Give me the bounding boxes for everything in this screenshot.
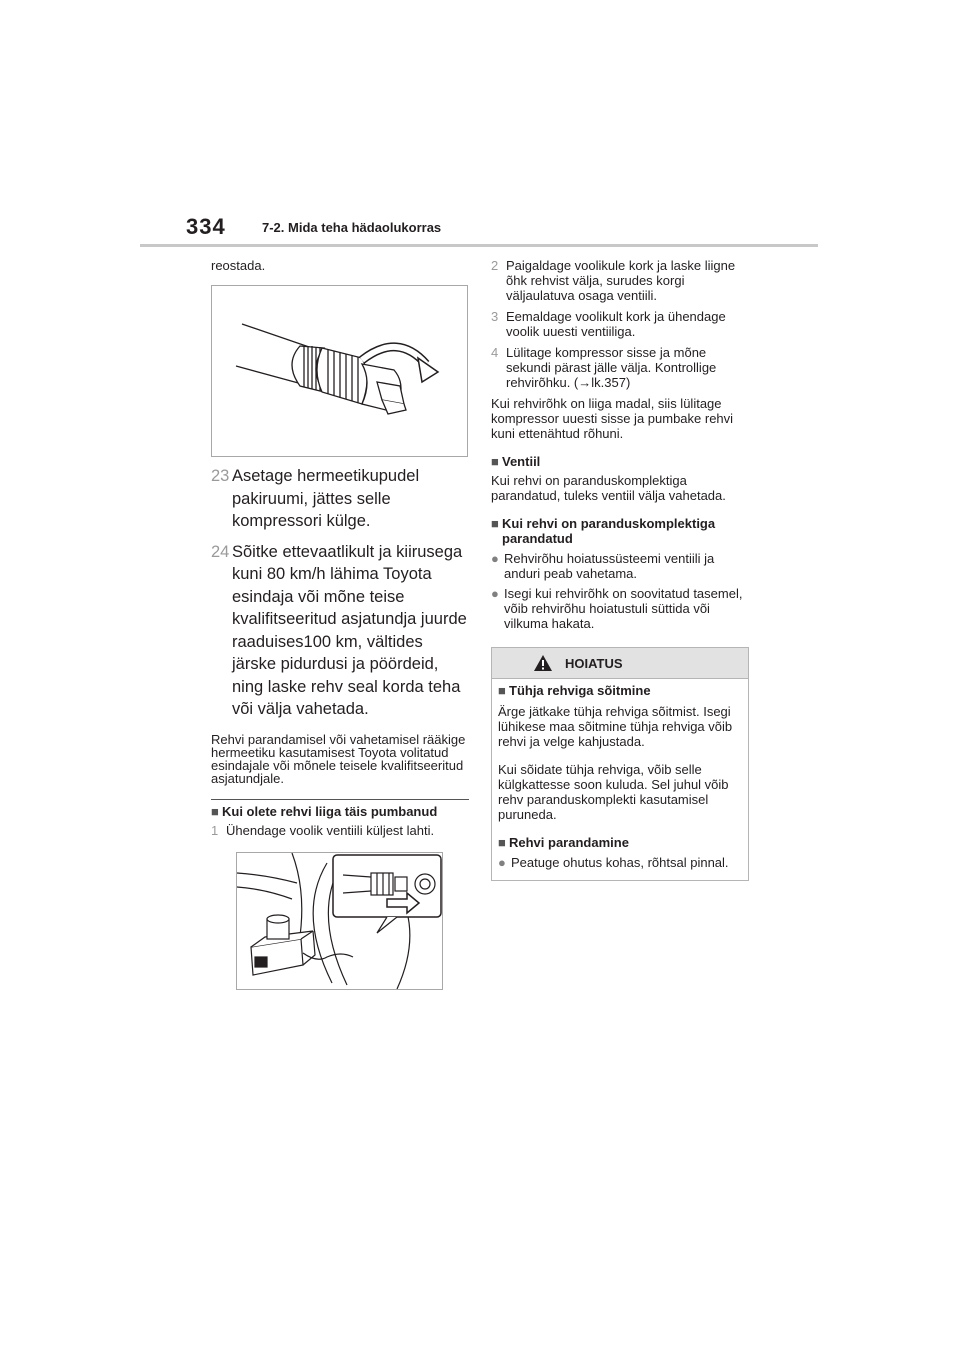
step-text: Paigaldage voolikule kork ja laske liigne õhk rehvist välja, surudes korgi väljaulatuva osaga ventiili. [506, 258, 736, 303]
square-mark-icon: ■ [211, 803, 219, 819]
step-text: Lülitage kompressor sisse ja mõne sekundi pärast jälle välja. Kontrollige rehvirõhku. (→lk.357) [506, 345, 717, 390]
hose-cap-drawing [212, 286, 467, 456]
warning-flat-paragraph-1: Ärge jätkake tühja rehviga sõitmist. Isegi lühikese maa sõitmine tühja rehviga võib rehvi ja velge kahjustada. [498, 704, 733, 749]
compressor-drawing [237, 853, 442, 989]
subheading-text: Tühja rehviga sõitmine [509, 683, 651, 698]
square-mark-icon: ■ [498, 683, 506, 698]
step-number: 2 [491, 258, 499, 273]
step-1 [211, 823, 469, 838]
bullet-dot-icon: ● [491, 586, 499, 601]
subheading-repaired [491, 516, 751, 546]
warning-triangle-icon [533, 654, 553, 672]
step-4 [491, 345, 751, 390]
subheading-rule [211, 799, 469, 800]
bullet-text: Rehvirõhu hoiatussüsteemi ventiili ja anduri peab vahetama. [504, 551, 715, 581]
warning-box [491, 647, 749, 881]
section-title: 7-2. Mida teha hädaolukorras [262, 220, 442, 235]
intro-continuation: reostada. [211, 258, 266, 273]
warning-header [492, 648, 748, 679]
low-pressure-text: Kui rehvirõhk on liiga madal, siis lülitage kompressor uuesti sisse ja pumbake rehvi kuni ettenähtud rõhuni. [491, 396, 734, 441]
left-column [211, 258, 469, 990]
step-text: Eemaldage voolikult kork ja ühendage voolik uuesti ventiiliga. [506, 309, 726, 339]
bullet-item [491, 551, 751, 581]
subheading-text: Rehvi parandamine [509, 835, 629, 850]
valve-text: Kui rehvi on paranduskomplektiga parandatud, tuleks ventiil välja vahetada. [491, 473, 726, 503]
warning-subheading-flat [498, 683, 742, 698]
step-2 [491, 258, 751, 303]
step-text: Ühendage voolik ventiili küljest lahti. [226, 822, 435, 838]
step-24 [211, 541, 469, 721]
compressor-illustration [236, 852, 443, 990]
bullet-item [491, 586, 751, 631]
subheading-text: Ventiil [502, 454, 541, 469]
bullet-text: Peatuge ohutus kohas, rõhtsal pinnal. [511, 855, 729, 870]
square-mark-icon: ■ [491, 454, 499, 469]
subheading-text: Kui rehvi on paranduskomplektiga parandatud [502, 516, 716, 546]
warning-title: HOIATUS [565, 655, 623, 671]
bullet-text: Isegi kui rehvirõhk on soovitatud tasemel, võib rehvirõhu hoiatustuli süttida või vilkuma hakata. [504, 586, 743, 631]
step-text: Sõitke ettevaatlikult ja kiirusega kuni 80 km/h lähima Toyota esindaja või mõne teise kvalifitseeritud asjatundja juurde raaduises100 km, vältides järske pidurdusi ja pöördeid, ning laske rehv seal korda teha või välja vahetada. [232, 542, 467, 718]
subheading-overinflated [211, 804, 469, 819]
bullet-dot-icon: ● [491, 551, 499, 566]
hose-cap-illustration [211, 285, 468, 457]
step-number: 24 [211, 542, 230, 561]
subheading-valve [491, 454, 751, 469]
step-3 [491, 309, 751, 339]
warning-subheading-repair [498, 835, 742, 850]
warning-flat-paragraph-2: Kui sõidate tühja rehviga, võib selle külgkattesse soon kuluda. Sel juhul võib rehv paranduskomplekti kasutamisel puruneda. [498, 762, 729, 822]
step-number: 1 [211, 822, 219, 838]
repair-note: Rehvi parandamisel või vahetamisel rääkige hermeetiku kasutamisest Toyota volitatud esindajale või mõnele teisele kvalifitseeritud asjatundjale. [211, 731, 466, 786]
right-column [491, 258, 751, 881]
page-number: 334 [186, 214, 226, 239]
step-number: 3 [491, 309, 499, 324]
step-text: Asetage hermeetikupudel pakiruumi, jättes selle kompressori külge. [232, 467, 420, 530]
step-23 [211, 465, 469, 533]
bullet-item [498, 855, 742, 870]
bullet-dot-icon: ● [498, 855, 506, 870]
header-rule [140, 244, 818, 247]
step-number: 4 [491, 345, 499, 360]
square-mark-icon: ■ [491, 516, 499, 531]
subheading-text: Kui olete rehvi liiga täis pumbanud [222, 803, 438, 819]
square-mark-icon: ■ [498, 835, 506, 850]
step-number: 23 [211, 467, 230, 485]
warning-body [492, 679, 748, 880]
